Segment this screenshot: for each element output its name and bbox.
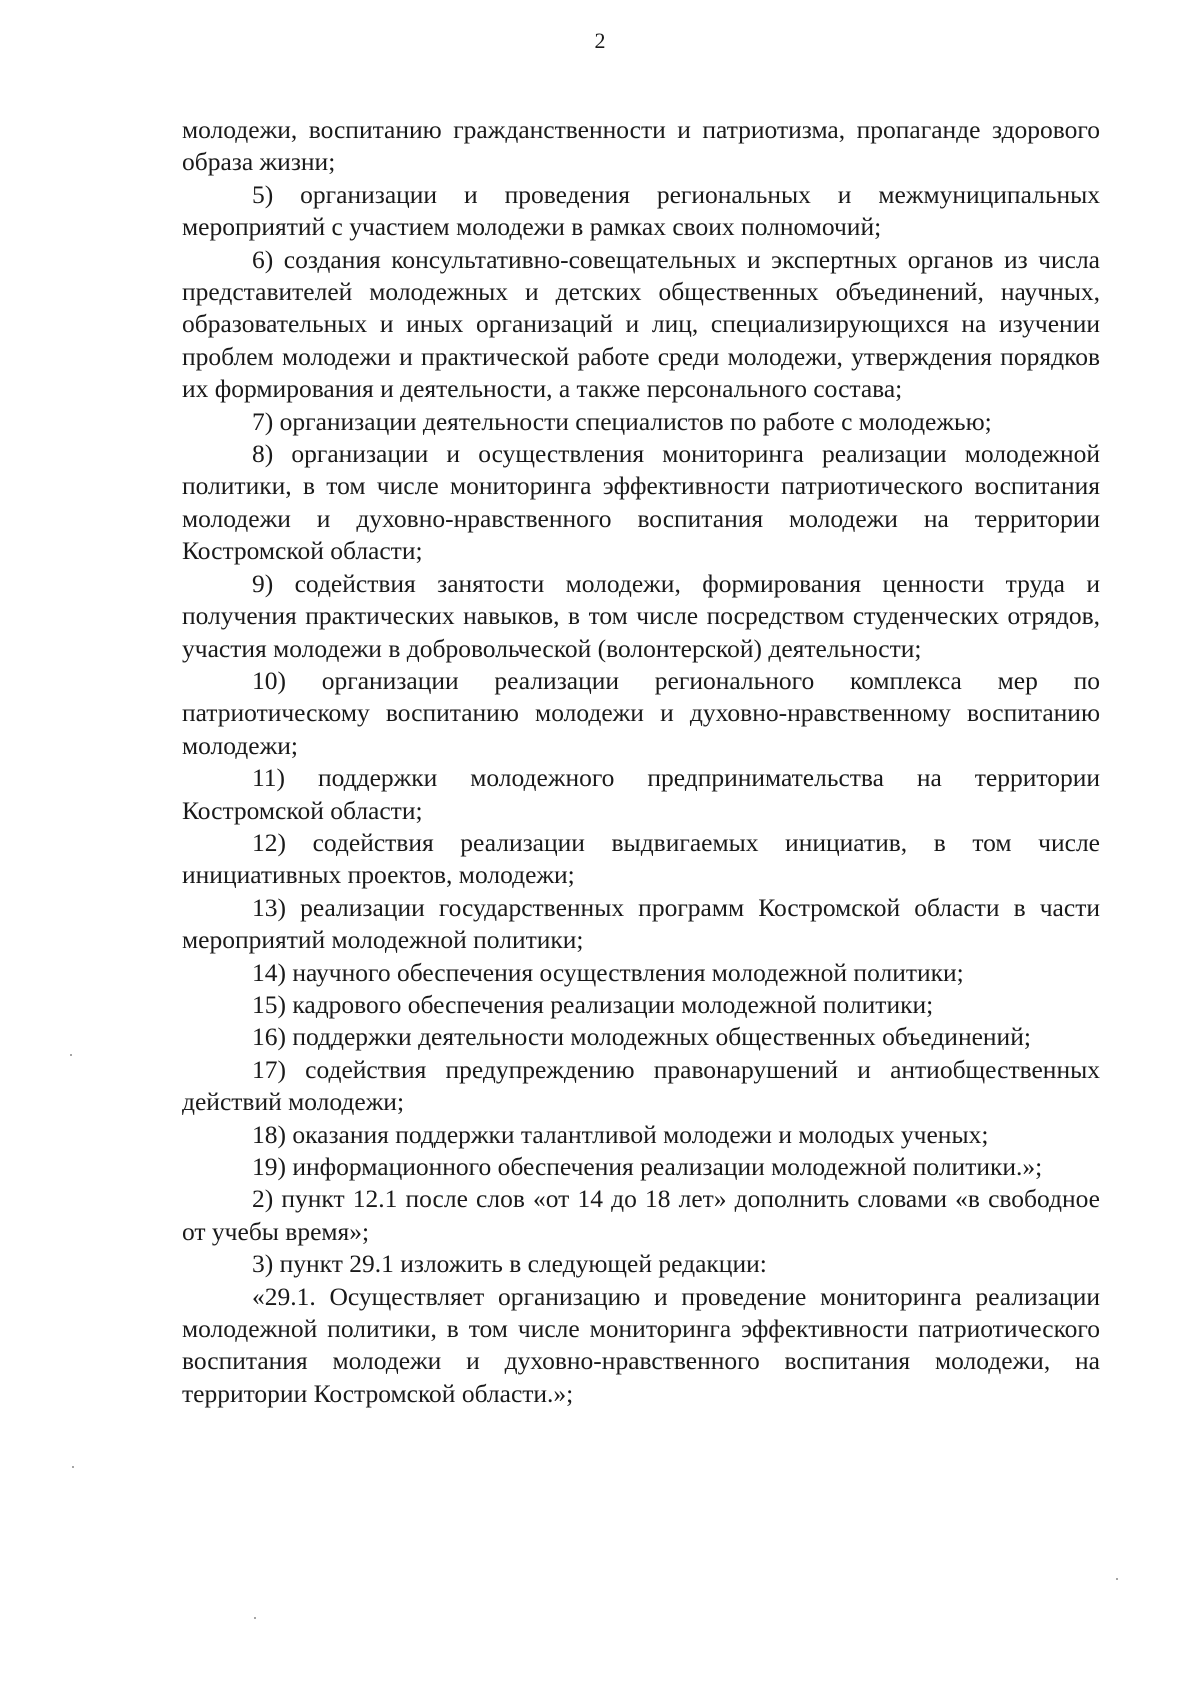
list-item-7: 7) организации деятельности специалистов по работе с молодежью; [252,406,992,436]
list-item-16: 16) поддержки деятельности молодежных общественных объединений; [252,1022,1031,1052]
list-item-10: 10) организации реализации регионального комплекса мер по патриотическому воспитанию молодежи и духовно-нравственному воспитанию молодежи; [182,665,1100,760]
list-item-19: 19) информационного обеспечения реализации молодежной политики.»; [252,1152,1043,1181]
list-item-5: 5) организации и проведения региональных и межмуниципальных мероприятий с участием молодежи в рамках своих полномочий; [182,179,1100,242]
amendment-item-3: 3) пункт 29.1 изложить в следующей редакции: [252,1249,767,1279]
paragraph-continuation: молодежи, воспитанию гражданственности и патриотизма, пропаганде здорового образа жизни; [182,115,1100,177]
scan-speck [72,1466,74,1468]
document-body [182,114,1100,1410]
list-item-13: 13) реализации государственных программ Костромской области в части мероприятий молодежной политики; [182,892,1100,955]
scan-speck [70,1054,72,1056]
amendment-item-2: 2) пункт 12.1 после слов «от 14 до 18 лет» дополнить словами «в свободное от учебы время»; [182,1184,1100,1246]
list-item-14: 14) научного обеспечения осуществления молодежной политики; [252,957,964,987]
clause-29-1: «29.1. Осуществляет организацию и проведение мониторинга реализации молодежной политики, в том числе мониторинга эффективности патриотического воспитания молодежи и духовно-нравственного воспитания молодежи, на территории Костромской области.»; [182,1281,1100,1408]
list-item-9: 9) содействия занятости молодежи, формирования ценности труда и получения практических навыков, в том числе посредством студенческих отрядов, участия молодежи в добровольческой (волонтерской) деятельности; [182,568,1100,663]
list-item-17: 17) содействия предупреждению правонарушений и антиобщественных действий молодежи; [182,1054,1100,1117]
scan-speck [1116,1578,1118,1580]
list-item-8: 8) организации и осуществления мониторинга реализации молодежной политики, в том числе мониторинга эффективности патриотического воспитания молодежи и духовно-нравственного воспитания молодежи на территории Костромской области; [182,439,1100,566]
list-item-15: 15) кадрового обеспечения реализации молодежной политики; [252,989,934,1019]
list-item-12: 12) содействия реализации выдвигаемых инициатив, в том числе инициативных проектов, молодежи; [182,827,1100,890]
scan-speck [254,1617,256,1619]
list-item-11: 11) поддержки молодежного предпринимательства на территории Костромской области; [182,763,1100,825]
list-item-6: 6) создания консультативно-совещательных и экспертных органов из числа представителей молодежных и детских общественных объединений, научных, образовательных и иных организаций и лиц, специализирующихся на изучении проблем молодежи и практической работе среди молодежи, утверждения порядков их формирования и деятельности, а также персонального состава; [182,244,1100,404]
list-item-18: 18) оказания поддержки талантливой молодежи и молодых ученых; [252,1119,989,1149]
page-number: 2 [594,28,606,53]
